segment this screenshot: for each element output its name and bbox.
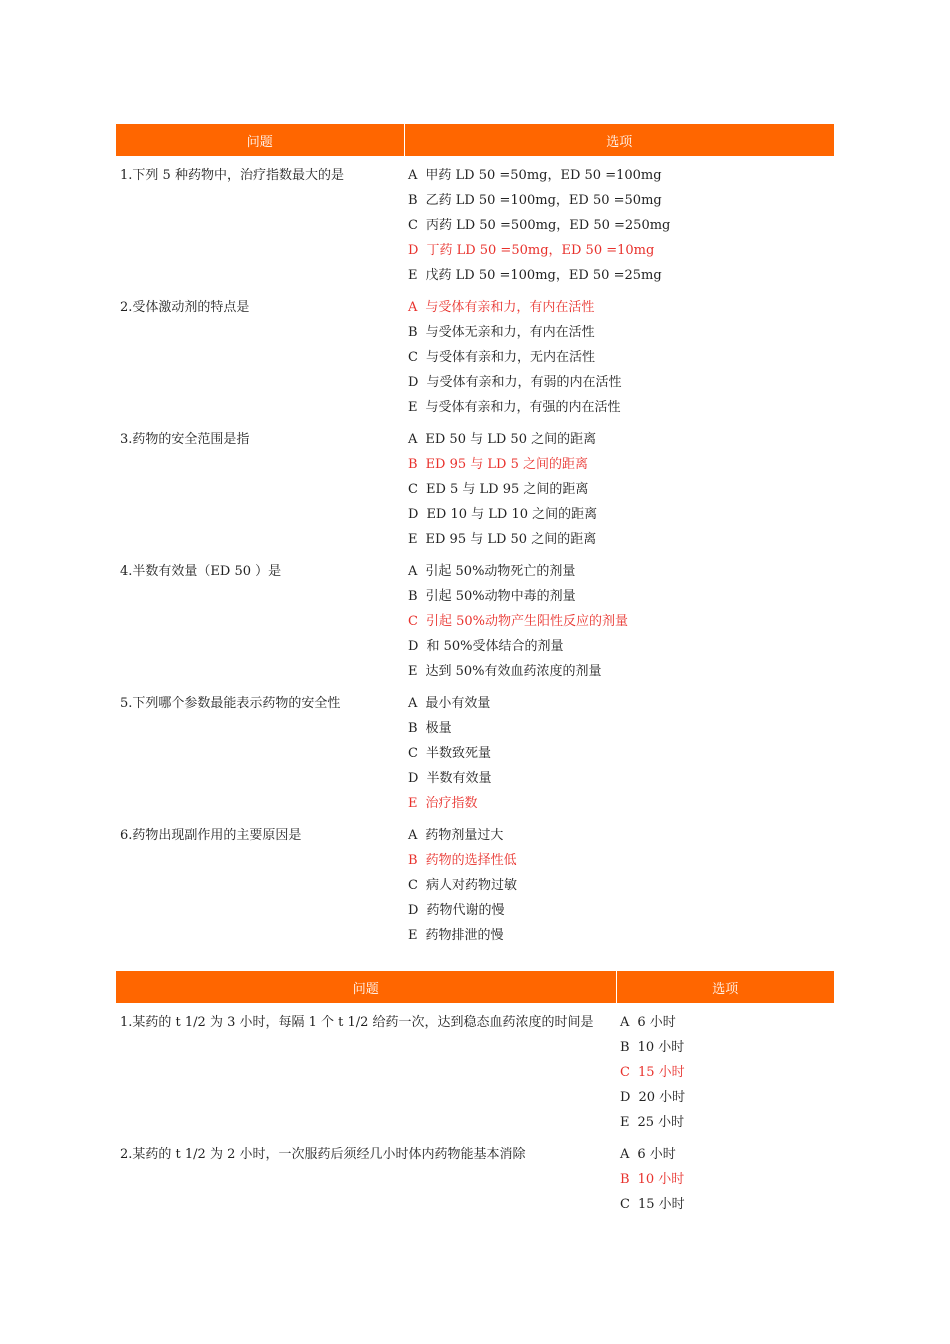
header-question: 问题 — [116, 124, 404, 156]
option-letter: D — [408, 903, 419, 918]
option-letter: B — [408, 853, 418, 868]
table-body — [116, 156, 834, 948]
option-text: 15 小时 — [637, 1065, 685, 1080]
option-text: 药物剂量过大 — [425, 828, 504, 843]
option-text: 药物的选择性低 — [425, 853, 517, 868]
option-letter: D — [408, 771, 419, 786]
option-item — [408, 427, 834, 452]
table-row — [116, 816, 834, 948]
option-letter: D — [620, 1090, 631, 1105]
option-text: 和 50%受体结合的剂量 — [426, 639, 564, 654]
option-letter: E — [408, 532, 418, 547]
option-item — [408, 659, 834, 684]
option-item — [408, 741, 834, 766]
question-text: 3.药物的安全范围是指 — [120, 432, 250, 447]
option-item — [408, 527, 834, 552]
option-text: 与受体有亲和力，有强的内在活性 — [425, 400, 621, 415]
option-letter: A — [408, 696, 418, 711]
option-letter: C — [408, 350, 418, 365]
option-letter: A — [408, 564, 418, 579]
option-text: 戊药 LD 50 =100mg，ED 50 =25mg — [425, 268, 662, 283]
option-text: 与受体无亲和力，有内在活性 — [425, 325, 595, 340]
option-item — [408, 898, 834, 923]
option-text: ED 95 与 LD 50 之间的距离 — [425, 532, 597, 547]
table-row — [116, 684, 834, 816]
option-text: ED 5 与 LD 95 之间的距离 — [425, 482, 589, 497]
option-text: 10 小时 — [637, 1172, 685, 1187]
option-letter: A — [620, 1147, 630, 1162]
option-item — [408, 188, 834, 213]
correct-option — [408, 452, 834, 477]
option-letter: A — [408, 168, 418, 183]
option-item — [620, 1110, 834, 1135]
option-item — [408, 766, 834, 791]
option-item — [408, 213, 834, 238]
option-text: 与受体有亲和力，有内在活性 — [425, 300, 595, 315]
correct-option — [408, 295, 834, 320]
table-row — [116, 288, 834, 420]
option-item — [408, 923, 834, 948]
options-cell — [616, 1003, 834, 1135]
option-text: 甲药 LD 50 =50mg，ED 50 =100mg — [425, 168, 662, 183]
option-text: 乙药 LD 50 =100mg，ED 50 =50mg — [425, 193, 662, 208]
option-letter: B — [620, 1172, 630, 1187]
option-item — [408, 163, 834, 188]
option-letter: B — [408, 589, 418, 604]
option-item — [408, 345, 834, 370]
option-text: 达到 50%有效血药浓度的剂量 — [425, 664, 602, 679]
option-item — [620, 1085, 834, 1110]
option-letter: B — [408, 325, 418, 340]
option-text: 药物排泄的慢 — [425, 928, 504, 943]
option-text: 半数有效量 — [426, 771, 492, 786]
table-header-row — [116, 124, 834, 156]
option-text: 丙药 LD 50 =500mg，ED 50 =250mg — [425, 218, 671, 233]
option-letter: B — [620, 1040, 630, 1055]
option-text: 极量 — [425, 721, 452, 736]
option-letter: B — [408, 457, 418, 472]
options-cell — [404, 552, 834, 684]
option-text: 15 小时 — [637, 1197, 685, 1212]
option-text: 与受体有亲和力，无内在活性 — [425, 350, 595, 365]
option-item — [408, 823, 834, 848]
option-letter: C — [408, 614, 418, 629]
table-row — [116, 156, 834, 288]
question-text: 2.受体激动剂的特点是 — [120, 300, 250, 315]
option-letter: C — [620, 1065, 630, 1080]
option-text: 6 小时 — [637, 1015, 676, 1030]
option-item — [620, 1035, 834, 1060]
options-cell — [404, 684, 834, 816]
question-text: 6.药物出现副作用的主要原因是 — [120, 828, 302, 843]
option-text: 药物代谢的慢 — [426, 903, 505, 918]
option-item — [620, 1192, 834, 1217]
option-item — [620, 1010, 834, 1035]
option-letter: E — [408, 268, 418, 283]
option-letter: A — [408, 828, 418, 843]
option-text: 引起 50%动物中毒的剂量 — [425, 589, 576, 604]
option-item — [408, 477, 834, 502]
option-letter: C — [408, 218, 418, 233]
question-table-2 — [116, 971, 834, 1217]
question-text: 1.某药的 t 1/2 为 3 小时，每隔 1 个 t 1/2 给药一次，达到稳态血药浓度的时间是 — [120, 1015, 594, 1030]
option-letter: C — [620, 1197, 630, 1212]
option-letter: B — [408, 193, 418, 208]
correct-option — [408, 848, 834, 873]
option-item — [408, 584, 834, 609]
question-text: 2.某药的 t 1/2 为 2 小时，一次服药后须经几小时体内药物能基本消除 — [120, 1147, 526, 1162]
correct-option — [408, 791, 834, 816]
option-text: 20 小时 — [638, 1090, 686, 1105]
option-text: ED 50 与 LD 50 之间的距离 — [425, 432, 597, 447]
correct-option — [408, 609, 834, 634]
option-letter: E — [620, 1115, 630, 1130]
option-letter: C — [408, 878, 418, 893]
correct-option — [620, 1167, 834, 1192]
question-text: 1.下列 5 种药物中，治疗指数最大的是 — [120, 168, 344, 183]
options-cell — [404, 156, 834, 288]
option-letter: C — [408, 746, 418, 761]
option-item — [408, 370, 834, 395]
option-item — [408, 320, 834, 345]
option-letter: A — [620, 1015, 630, 1030]
option-item — [408, 263, 834, 288]
options-cell — [404, 816, 834, 948]
option-letter: D — [408, 639, 419, 654]
option-text: 引起 50%动物死亡的剂量 — [425, 564, 576, 579]
header-options: 选项 — [404, 124, 834, 156]
table-header-row — [116, 971, 834, 1003]
header-question: 问题 — [116, 971, 616, 1003]
option-text: 6 小时 — [637, 1147, 676, 1162]
option-letter: C — [408, 482, 418, 497]
question-table-1 — [116, 124, 834, 948]
option-text: 25 小时 — [637, 1115, 685, 1130]
option-item — [408, 559, 834, 584]
option-text: 病人对药物过敏 — [425, 878, 517, 893]
option-text: ED 95 与 LD 5 之间的距离 — [425, 457, 589, 472]
option-item — [408, 873, 834, 898]
option-letter: D — [408, 375, 419, 390]
header-options: 选项 — [616, 971, 834, 1003]
option-letter: D — [408, 243, 419, 258]
table-row — [116, 552, 834, 684]
option-letter: E — [408, 928, 418, 943]
correct-option — [408, 238, 834, 263]
option-letter: E — [408, 664, 418, 679]
option-item — [408, 691, 834, 716]
option-text: 半数致死量 — [425, 746, 491, 761]
option-letter: E — [408, 400, 418, 415]
option-text: 最小有效量 — [425, 696, 491, 711]
options-cell — [616, 1135, 834, 1217]
table-row — [116, 420, 834, 552]
option-text: 引起 50%动物产生阳性反应的剂量 — [425, 614, 628, 629]
table-body — [116, 1003, 834, 1217]
option-text: 10 小时 — [637, 1040, 685, 1055]
options-cell — [404, 288, 834, 420]
question-text: 5.下列哪个参数最能表示药物的安全性 — [120, 696, 341, 711]
option-letter: E — [408, 796, 418, 811]
option-item — [620, 1142, 834, 1167]
option-text: 丁药 LD 50 =50mg，ED 50 =10mg — [426, 243, 655, 258]
option-letter: D — [408, 507, 419, 522]
option-letter: A — [408, 300, 418, 315]
table-row — [116, 1003, 834, 1135]
option-item — [408, 716, 834, 741]
option-text: ED 10 与 LD 10 之间的距离 — [426, 507, 598, 522]
option-letter: B — [408, 721, 418, 736]
table-row — [116, 1135, 834, 1217]
question-text: 4.半数有效量（ED 50 ）是 — [120, 564, 282, 579]
option-text: 与受体有亲和力，有弱的内在活性 — [426, 375, 622, 390]
options-cell — [404, 420, 834, 552]
option-text: 治疗指数 — [425, 796, 478, 811]
correct-option — [620, 1060, 834, 1085]
option-item — [408, 395, 834, 420]
option-item — [408, 634, 834, 659]
option-letter: A — [408, 432, 418, 447]
option-item — [408, 502, 834, 527]
